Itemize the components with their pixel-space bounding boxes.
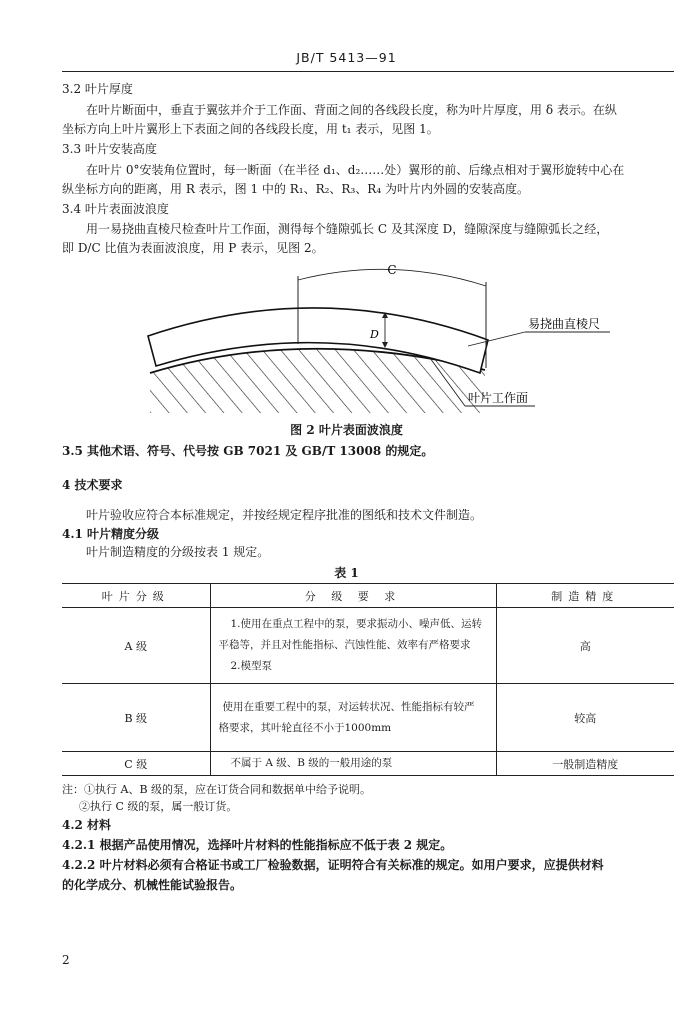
table-note-2: ②执行 C 级的泵，属一般订货。	[79, 800, 238, 813]
req-line: 平稳等，并且对性能指标、汽蚀性能、效率有严格要求	[218, 639, 471, 651]
table-note-1: 注：①执行 A、B 级的泵，应在订货合同和数据单中给予说明。	[62, 783, 372, 796]
req-line: 2.模型泵	[230, 660, 273, 672]
para-3-2-line2: 坐标方向上叶片翼形上下表面之间的各线段长度，用 t₁ 表示，见图 1。	[62, 122, 439, 136]
para-3-3-line2: 纵坐标方向的距离，用 R 表示，图 1 中的 R₁、R₂、R₃、R₄ 为叶片内外圆的安装高度。	[62, 182, 529, 196]
req-line: 使用在重要工程中的泵，对运转状况、性能指标有较严	[222, 700, 475, 713]
label-ruler: 易挠曲直棱尺	[528, 317, 601, 331]
para-3-4-line2: 即 D/C 比值为表面波浪度，用 P 表示，见图 2。	[62, 241, 324, 255]
grade-cell: A 级	[62, 608, 210, 684]
para-4-2-2-line1: 4.2.2 叶片材料必须有合格证书或工厂检验数据，证明符合有关标准的规定。如用户要求，应提供材料	[62, 858, 604, 872]
page-number: 2	[62, 953, 70, 967]
table-header-row	[62, 584, 674, 608]
precision-cell: 一般制造精度	[496, 752, 674, 776]
requirement-cell	[210, 752, 496, 776]
para-4-2-2-line2: 的化学成分、机械性能试验报告。	[62, 878, 243, 892]
grade-cell: C 级	[62, 752, 210, 776]
para-3-3-line1: 在叶片 0°安装角位置时，每一断面（在半径 d₁、d₂……处）翼形的前、后缘点相对于翼形旋转中心在	[86, 163, 625, 177]
figure-2-caption: 图 2 叶片表面波浪度	[290, 423, 403, 437]
para-3-2-line1: 在叶片断面中，垂直于翼弦并介于工作面、背面之间的各线段长度，称为叶片厚度，用 δ 表示。在纵	[86, 103, 617, 117]
precision-cell: 较高	[496, 684, 674, 752]
para-3-4-line1: 用一易挠曲直棱尺检查叶片工作面，测得每个缝隙弧长 C 及其深度 D，缝隙深度与缝隙弧长之经，	[86, 222, 609, 236]
label-D: D	[370, 328, 379, 341]
para-4-1: 叶片制造精度的分级按表 1 规定。	[86, 545, 270, 559]
heading-3-4: 3.4 叶片表面波浪度	[62, 202, 169, 216]
heading-4-1: 4.1 叶片精度分级	[62, 527, 160, 541]
table-row	[62, 608, 674, 684]
precision-cell: 高	[496, 608, 674, 684]
req-line: 不属于 A 级、B 级的一般用途的泵	[230, 757, 393, 769]
table-header-precision: 制造精度	[496, 584, 674, 608]
table-1	[62, 583, 674, 776]
heading-4: 4 技术要求	[62, 478, 123, 492]
table-header-grade: 叶片分级	[62, 584, 210, 608]
requirement-cell	[210, 684, 496, 752]
para-4-2-1: 4.2.1 根据产品使用情况，选择叶片材料的性能指标应不低于表 2 规定。	[62, 838, 453, 852]
table-row	[62, 684, 674, 752]
label-C: C	[387, 263, 397, 277]
heading-3-2: 3.2 叶片厚度	[62, 82, 133, 96]
requirement-cell	[210, 608, 496, 684]
req-line: 格要求，其叶轮直径不小于1000mm	[218, 721, 392, 734]
para-4: 叶片验收应符合本标准规定，并按经规定程序批准的图纸和技术文件制造。	[86, 508, 483, 522]
heading-4-2: 4.2 材料	[62, 818, 112, 832]
table-header-requirement: 分 级 要 求	[210, 584, 496, 608]
label-surface: 叶片工作面	[468, 391, 529, 405]
req-line: 1.使用在重点工程中的泵，要求振动小、噪声低、运转	[230, 618, 483, 630]
table-row	[62, 752, 674, 776]
para-3-5: 3.5 其他术语、符号、代号按 GB 7021 及 GB/T 13008 的规定。	[62, 444, 434, 458]
standard-code-header: JB/T 5413—91	[296, 50, 397, 65]
figure-2-diagram	[130, 258, 630, 418]
header-rule	[62, 71, 674, 72]
table-1-title: 表 1	[334, 566, 359, 580]
heading-3-3: 3.3 叶片安装高度	[62, 142, 157, 156]
grade-cell: B 级	[62, 684, 210, 752]
